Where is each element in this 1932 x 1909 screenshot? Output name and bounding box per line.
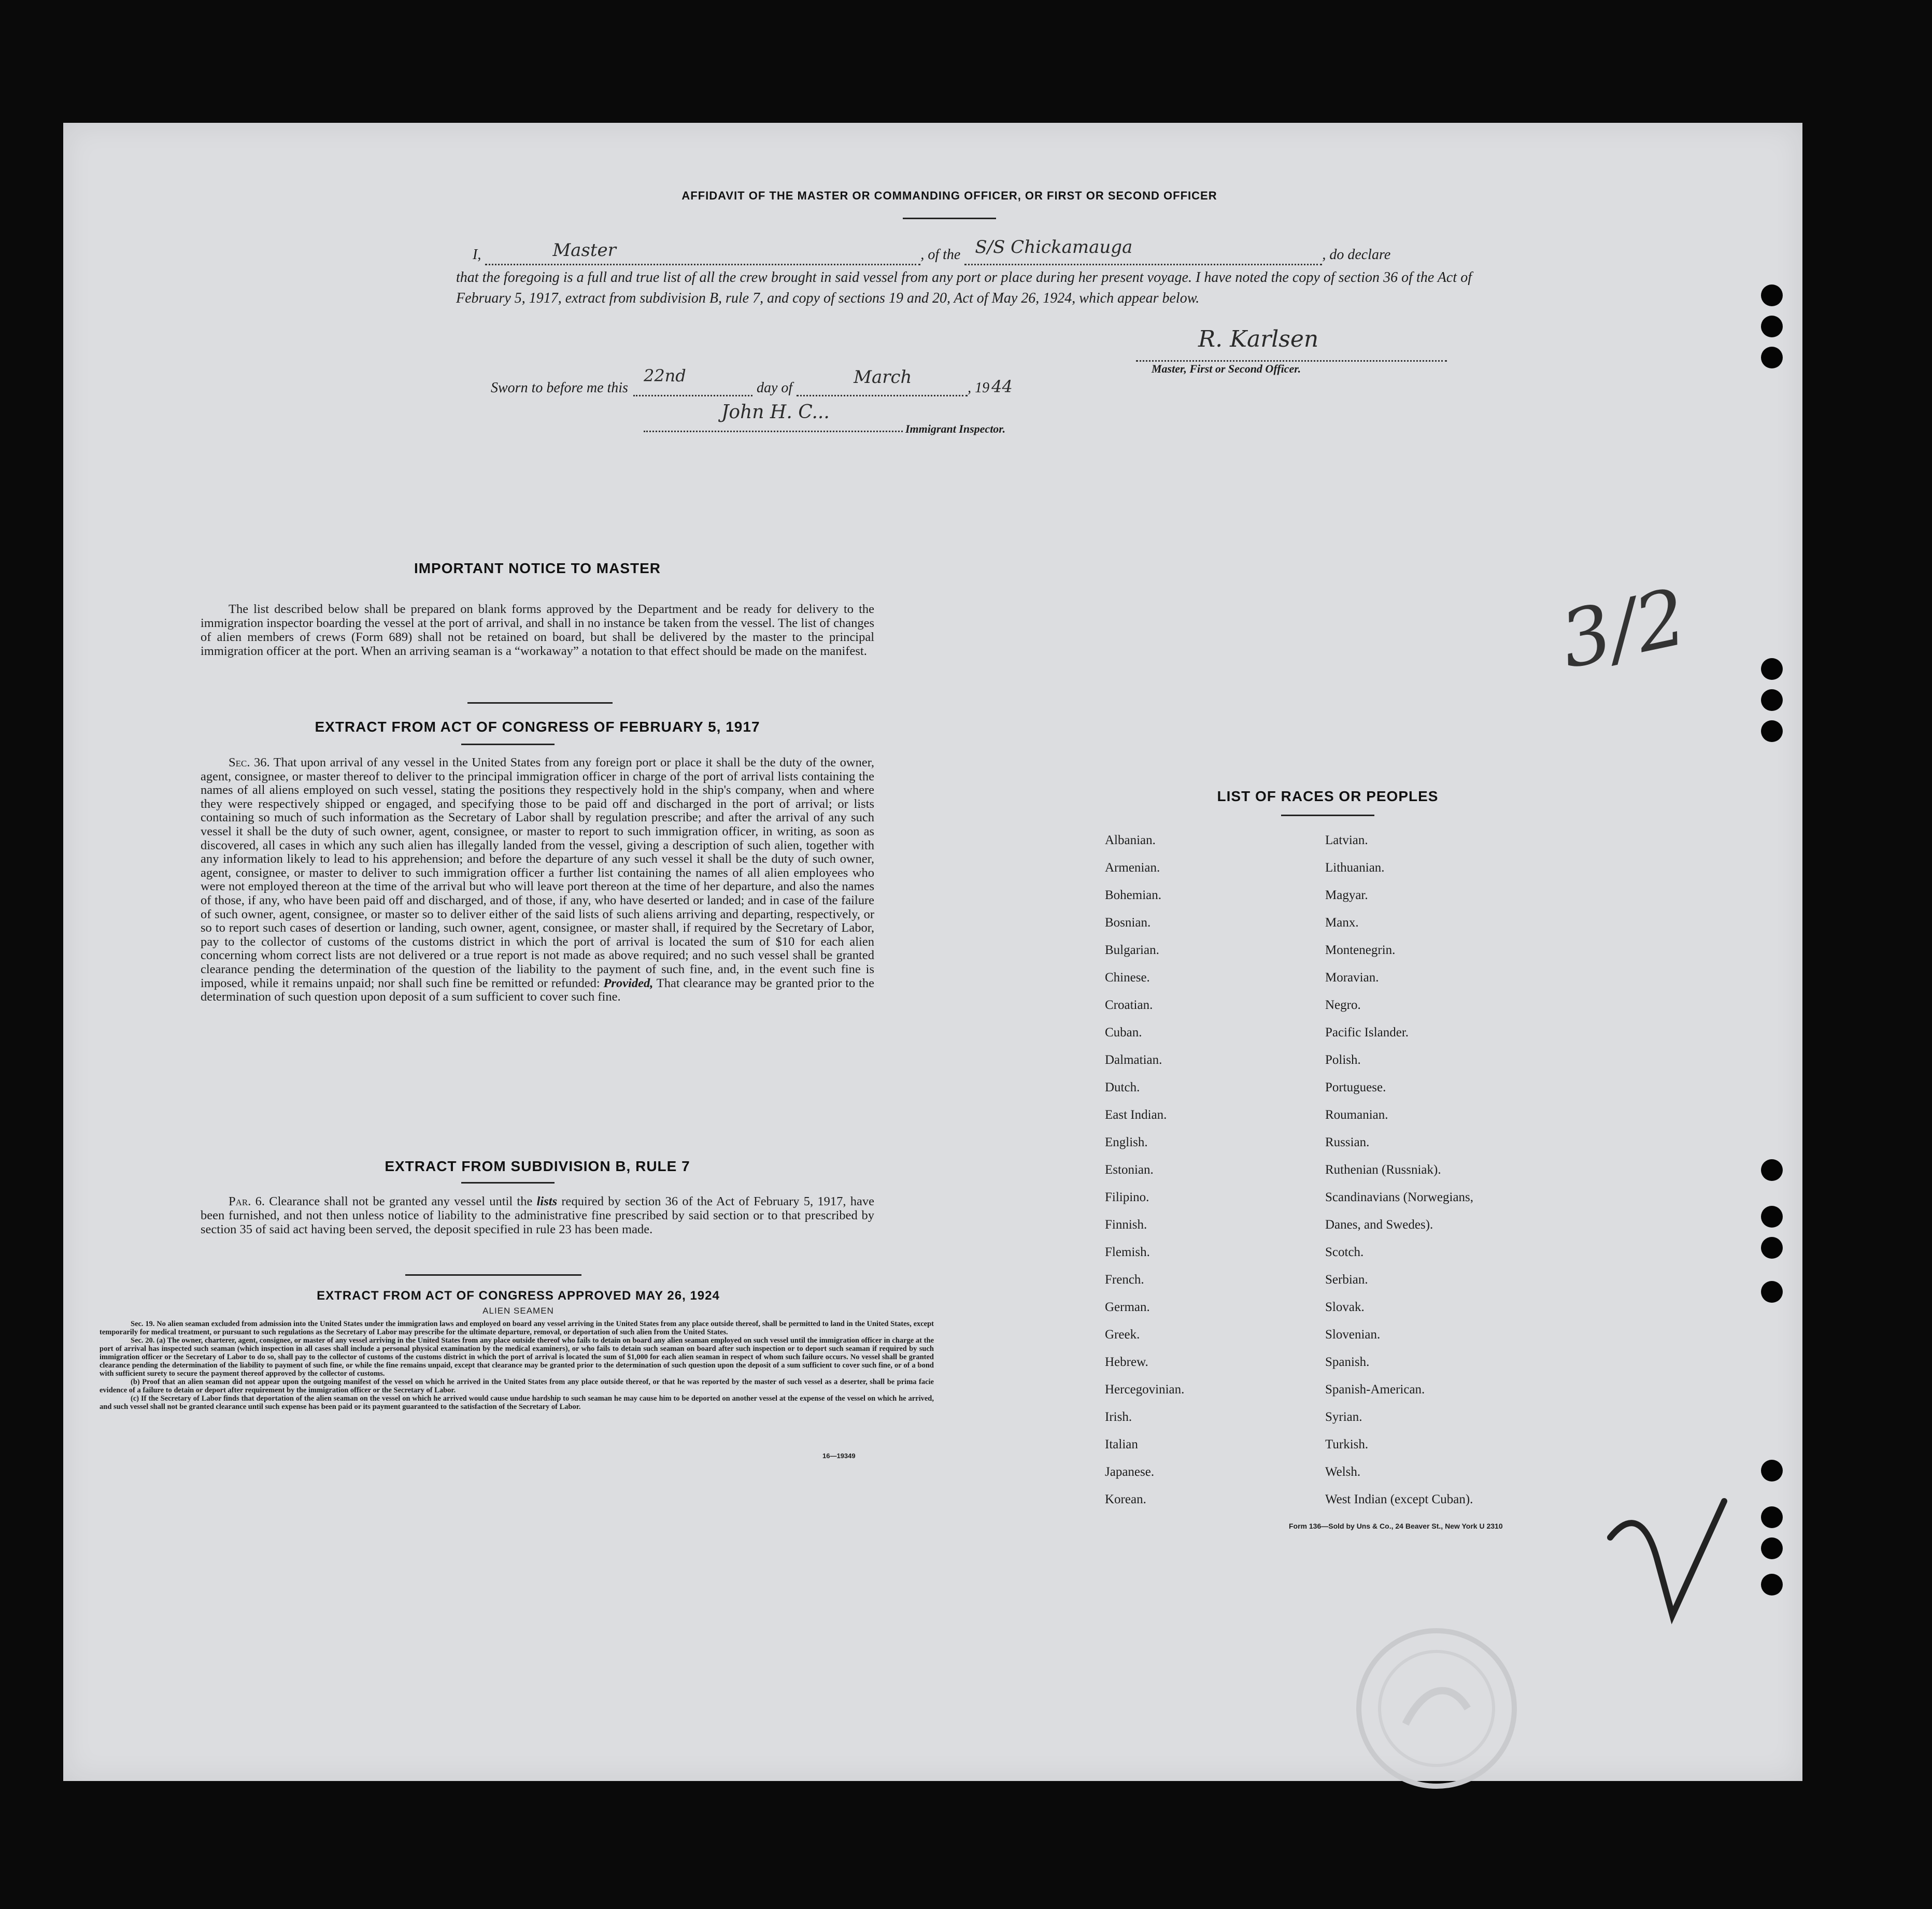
notice-title: IMPORTANT NOTICE TO MASTER bbox=[414, 560, 661, 576]
inspector-signature: John H. C... bbox=[721, 402, 830, 423]
race-item: Spanish. bbox=[1325, 1355, 1370, 1369]
race-item: Bulgarian. bbox=[1105, 943, 1159, 957]
sec-36-body: That upon arrival of any vessel in the United States from any foreign port or place it shall be the duty of the owner, agent, consignee, or master thereof to deliver to the principal immigration officer in charge of the port of arrival lists containing the names of all aliens employed on such vessel, stating the positions they respectively hold in the ship's company, when and where they were respectively shipped or engaged, and specifying those to be paid off and discharged in the port of arrival; or lists containing so much of such information as the Secretary of Labor shall by regulation prescribe; and after the arrival of any such vessel it shall be the duty of such owner, agent, consignee, or master to report to such immigration officer, in writing, as soon as discovered, all cases in which any such alien has illegally landed from the vessel, giving a description of such alien, together with any information likely to lead to his apprehension; and before the departure of any such vessel it shall be the duty of such owner, agent, consignee, or master to deliver to such immigration officer a further list containing the names of all alien employees who were not employed thereon at the time of the arrival but who will leave port thereon at the time of her departure, and also the names of those, if any, who have been paid off and discharged, and of those, if any, who have deserted or landed; and in case of the failure of such owner, agent, consignee, or master so to deliver either of the said lists of such aliens arriving and departing, respectively, or so to report such cases of desertion or landing, such owner, agent, consignee, or master shall, if required by the Secretary of Labor, pay to the collector of customs of the customs district in which the port of arrival is located the sum of $10 for each alien concerning whom correct lists are not delivered or a true report is not made as above required; and no such vessel shall be granted clearance pending the determination of the question of the liability to the payment of such fine, and, in the event such fine is imposed, while it remains unpaid; nor shall such fine be remitted or refunded: bbox=[201, 756, 874, 990]
margin-annotation: 3/2 bbox=[1553, 572, 1694, 687]
race-item: Portuguese. bbox=[1325, 1080, 1386, 1094]
affidavit-title: AFFIDAVIT OF THE MASTER OR COMMANDING OFFICER, OR FIRST OR SECOND OFFICER bbox=[681, 189, 1217, 202]
declarant-handwritten: Master bbox=[552, 240, 616, 261]
punch-hole-icon bbox=[1761, 316, 1783, 337]
master-signature: R. Karlsen bbox=[1198, 326, 1319, 352]
race-item: Polish. bbox=[1325, 1053, 1361, 1067]
race-item: Russian. bbox=[1325, 1135, 1370, 1149]
race-item: Irish. bbox=[1105, 1410, 1132, 1424]
signature-caption: Master, First or Second Officer. bbox=[1152, 362, 1301, 375]
race-item: Japanese. bbox=[1105, 1465, 1155, 1479]
race-item: Italian bbox=[1105, 1437, 1138, 1451]
sec-36-label: Sec. 36. bbox=[229, 756, 270, 770]
alien-seamen-subtitle: ALIEN SEAMEN bbox=[482, 1306, 554, 1316]
race-item: Dutch. bbox=[1105, 1080, 1140, 1094]
race-item: Croatian. bbox=[1105, 998, 1153, 1012]
of-the-label: , of the bbox=[920, 247, 961, 263]
race-item: Welsh. bbox=[1325, 1465, 1361, 1479]
race-item: West Indian (except Cuban). bbox=[1325, 1492, 1473, 1506]
inspector-caption: Immigrant Inspector. bbox=[905, 422, 1006, 435]
race-item: Slovenian. bbox=[1325, 1328, 1381, 1342]
title-divider bbox=[903, 218, 996, 219]
punch-hole-icon bbox=[1761, 658, 1783, 680]
print-code: 16—19349 bbox=[822, 1452, 856, 1460]
punch-hole-icon bbox=[1761, 689, 1783, 711]
year-prefix: , 19 bbox=[968, 380, 990, 396]
sec-20-label: Sec. 20. bbox=[131, 1336, 155, 1345]
race-item: Ruthenian (Russniak). bbox=[1325, 1163, 1441, 1177]
document-page bbox=[63, 123, 1802, 1781]
month-line bbox=[797, 367, 968, 396]
race-item: Armenian. bbox=[1105, 861, 1160, 875]
check-mark-icon bbox=[1600, 1480, 1745, 1636]
race-item: French. bbox=[1105, 1273, 1144, 1287]
rule7-bottom-divider bbox=[405, 1274, 581, 1276]
races-column-2 bbox=[1325, 827, 1473, 1513]
punch-hole-icon bbox=[1761, 1460, 1783, 1481]
par-6-body-a: Clearance shall not be granted any vessel until the bbox=[269, 1194, 533, 1208]
race-item: Montenegrin. bbox=[1325, 943, 1396, 957]
race-item: Hercegovinian. bbox=[1105, 1383, 1185, 1397]
race-item: English. bbox=[1105, 1135, 1148, 1149]
day-handwritten: 22nd bbox=[643, 366, 686, 386]
race-item: Albanian. bbox=[1105, 833, 1156, 847]
notice-text: The list described below shall be prepared on blank forms approved by the Department and be ready for delivery to the immigration inspector boarding the vessel at the port of arrival, and shall in no instance be taken from the vessel. The list of changes of alien members of crews (Form 689) shall not be retained on board, but shall be delivered by the master to the principal immigration officer at the port. When an arriving seaman is a “workaway” a notation to that effect should be made on the manifest. bbox=[201, 602, 874, 658]
year-handwritten: 44 bbox=[991, 377, 1013, 396]
notice-divider bbox=[467, 702, 613, 704]
month-handwritten: March bbox=[854, 367, 912, 388]
race-item: Bosnian. bbox=[1105, 916, 1151, 930]
extract-rule7-divider bbox=[461, 1182, 555, 1184]
race-item: Chinese. bbox=[1105, 971, 1150, 985]
extract-rule7-title: EXTRACT FROM SUBDIVISION B, RULE 7 bbox=[385, 1158, 690, 1174]
sec-20b-text: (b) Proof that an alien seaman did not appear upon the outgoing manifest of the vessel on which he arrived in the United States from any place outside thereof, or that he was reported by the master of such vessel as a deserter, shall be prima facie evidence of a failure to detain or deport after requirement by the immigration officer or the Secretary of Labor. bbox=[100, 1378, 934, 1394]
race-item: Magyar. bbox=[1325, 888, 1368, 902]
race-item: Spanish-American. bbox=[1325, 1383, 1425, 1397]
par-6-body-b: required by section 36 of the Act of February 5, 1917, have been furnished, and not then unless notice of liability to the administrative fine prescribed by said section or to that prescribed by section 35 of said act having been served, the deposit specified in rule 23 has been made. bbox=[201, 1194, 875, 1236]
race-item: Latvian. bbox=[1325, 833, 1368, 847]
inspector-line bbox=[644, 402, 903, 432]
races-title: LIST OF RACES OR PEOPLES bbox=[1217, 788, 1439, 804]
race-item: Slovak. bbox=[1325, 1300, 1365, 1314]
form-footer: Form 136—Sold by Uns & Co., 24 Beaver St., New York U 2310 bbox=[1289, 1522, 1503, 1530]
sec-20a-text: (a) The owner, charterer, agent, consignee, or master of any vessel arriving in the United States from any place outside thereof who fails to detain on board any alien seaman employed on such vessel until the immigration officer in charge at the port of arrival has inspected such seaman (which inspection in all cases shall include a personal physical examination by the medical examiners), or who fails to detain such seaman on board after such inspection or to deport such seaman if required by such immigration officer or the Secretary of Labor to do so, shall pay to the collector of customs of the customs district in which the port of arrival is located the sum of $1,000 for each alien seaman in respect of whom such failure occurs. No vessel shall be granted clearance pending the determination of the liability to payment of such fine, or while the fine remains unpaid, except that clearance may be granted prior to the determination of such question upon the deposit of a sum sufficient to cover such fine, or of a bond with sufficient surety to secure the payment thereof approved by the collector of customs. bbox=[100, 1336, 934, 1378]
embossed-seal-icon bbox=[1348, 1620, 1525, 1797]
signature-line bbox=[1136, 326, 1447, 362]
punch-hole-icon bbox=[1761, 347, 1783, 368]
race-item: Moravian. bbox=[1325, 971, 1379, 985]
race-item: Turkish. bbox=[1325, 1437, 1369, 1451]
declarant-line bbox=[485, 240, 920, 265]
punch-hole-icon bbox=[1761, 1237, 1783, 1259]
lists-word: lists bbox=[536, 1194, 558, 1208]
sec-19-label: Sec. 19. bbox=[131, 1320, 155, 1328]
extract-1917-text bbox=[201, 756, 874, 1004]
punch-hole-icon bbox=[1761, 1281, 1783, 1303]
race-item: Manx. bbox=[1325, 916, 1359, 930]
par-6-label: Par. 6. bbox=[229, 1194, 265, 1208]
declarant-prefix: I, bbox=[473, 247, 481, 263]
race-item: Flemish. bbox=[1105, 1245, 1150, 1259]
extract-1924-title: EXTRACT FROM ACT OF CONGRESS APPROVED MAY 26, 1924 bbox=[317, 1289, 720, 1303]
race-item: Serbian. bbox=[1325, 1273, 1368, 1287]
races-divider bbox=[1281, 815, 1374, 816]
extract-1917-title: EXTRACT FROM ACT OF CONGRESS OF FEBRUARY 5, 1917 bbox=[315, 719, 760, 735]
race-item: Pacific Islander. bbox=[1325, 1025, 1409, 1039]
vessel-line bbox=[964, 237, 1322, 265]
punch-hole-icon bbox=[1761, 1574, 1783, 1595]
race-item: Korean. bbox=[1105, 1492, 1146, 1506]
race-item: Bohemian. bbox=[1105, 888, 1162, 902]
sworn-prefix: Sworn to before me this bbox=[491, 380, 628, 396]
day-line bbox=[633, 366, 752, 396]
race-item: Finnish. bbox=[1105, 1218, 1147, 1232]
declaration-body: that the foregoing is a full and true list of all the crew brought in said vessel from any port or place during her present voyage. I have noted the copy of section 36 of the Act of February 5, 1917, extract from subdivision B, rule 7, and copy of sections 19 and 20, Act of May 26, 1924, which appear below. bbox=[456, 269, 1472, 306]
affidavit-declaration bbox=[456, 237, 1472, 309]
race-item: Cuban. bbox=[1105, 1025, 1142, 1039]
race-item: Scotch. bbox=[1325, 1245, 1364, 1259]
sworn-line bbox=[491, 366, 1013, 396]
race-item: Greek. bbox=[1105, 1328, 1140, 1342]
day-of-label: day of bbox=[756, 380, 793, 396]
race-item: Hebrew. bbox=[1105, 1355, 1148, 1369]
punch-hole-icon bbox=[1761, 1206, 1783, 1228]
punch-hole-icon bbox=[1761, 1506, 1783, 1528]
race-item: East Indian. bbox=[1105, 1108, 1167, 1122]
race-item: Estonian. bbox=[1105, 1163, 1154, 1177]
extract-1924-text bbox=[100, 1320, 934, 1411]
race-item: Negro. bbox=[1325, 998, 1361, 1012]
sec-36-end: That clearance may be granted prior to the determination of such question upon deposit of a sum sufficient to cover such fine. bbox=[201, 976, 875, 1004]
race-item: German. bbox=[1105, 1300, 1150, 1314]
punch-hole-icon bbox=[1761, 1537, 1783, 1559]
punch-hole-icon bbox=[1761, 720, 1783, 742]
extract-rule7-text bbox=[201, 1194, 874, 1236]
sec-20c-text: (c) If the Secretary of Labor finds that deportation of the alien seaman on the vessel on which he arrived would cause undue hardship to such seaman he may cause him to be deported on another vessel at the expense of the vessel on which he arrived, and such vessel shall not be granted clearance until such expense has been paid or its payment guaranteed to the satisfaction of the Secretary of Labor. bbox=[100, 1394, 934, 1411]
race-item: Scandinavians (Norwegians, Danes, and Swedes). bbox=[1325, 1190, 1474, 1232]
sec-19-text: No alien seaman excluded from admission into the United States under the immigration laws and employed on board any vessel arriving in the United States from any place outside thereof, shall be permitted to land in the United States, except temporarily for medical treatment, or pursuant to such regulations as the Secretary of Labor may prescribe for the ultimate departure, removal, or deportation of such alien from the United States. bbox=[100, 1320, 934, 1336]
vessel-handwritten: S/S Chickamauga bbox=[975, 237, 1133, 258]
race-item: Syrian. bbox=[1325, 1410, 1362, 1424]
race-item: Filipino. bbox=[1105, 1190, 1149, 1204]
race-item: Lithuanian. bbox=[1325, 861, 1385, 875]
do-declare-label: , do declare bbox=[1322, 247, 1391, 263]
races-column-1 bbox=[1105, 827, 1184, 1513]
race-item: Dalmatian. bbox=[1105, 1053, 1162, 1067]
race-item: Roumanian. bbox=[1325, 1108, 1388, 1122]
extract-1917-divider bbox=[461, 744, 555, 745]
punch-hole-icon bbox=[1761, 284, 1783, 306]
punch-hole-icon bbox=[1761, 1159, 1783, 1181]
provided-word: Provided, bbox=[603, 976, 654, 990]
